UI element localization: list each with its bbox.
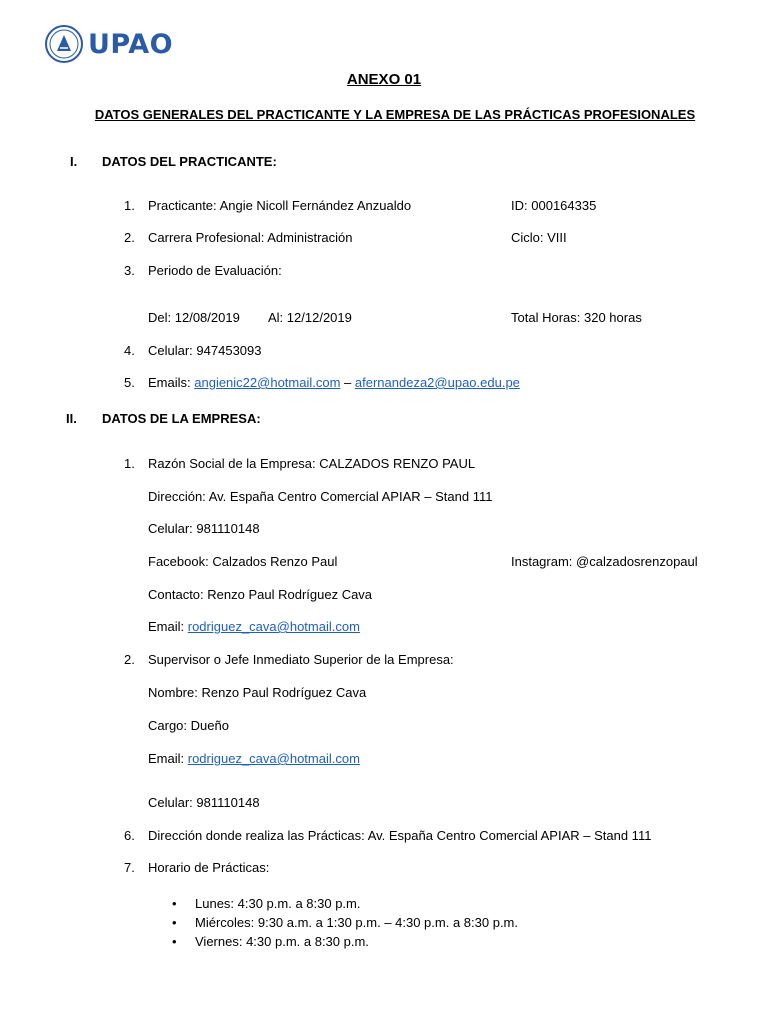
section-1-number: I. bbox=[70, 154, 78, 169]
ciclo-label: Ciclo: bbox=[511, 230, 544, 245]
emails-label: Emails: bbox=[148, 375, 191, 390]
schedule-heading: Horario de Prácticas: bbox=[148, 860, 270, 875]
total-hours bbox=[511, 310, 642, 325]
ciclo-row bbox=[511, 230, 567, 245]
ciclo-value: VIII bbox=[547, 230, 567, 245]
company-address-label: Dirección: bbox=[148, 489, 206, 504]
supervisor-phone-row bbox=[148, 795, 260, 810]
item-3-number: 3. bbox=[124, 263, 135, 278]
item-1-number: 1. bbox=[124, 198, 135, 213]
supervisor-name-row bbox=[148, 685, 366, 700]
carrera-row bbox=[148, 230, 353, 245]
page-subtitle: DATOS GENERALES DEL PRACTICANTE Y LA EMPRESA DE LAS PRÁCTICAS PROFESIONALES bbox=[94, 107, 696, 122]
id-row bbox=[511, 198, 596, 213]
supervisor-name-label: Nombre: bbox=[148, 685, 198, 700]
logo-text: UPAO bbox=[88, 28, 174, 60]
item-5-number: 5. bbox=[124, 375, 135, 390]
total-hours-label: Total Horas: bbox=[511, 310, 581, 325]
razon-social-label: Razón Social de la Empresa: bbox=[148, 456, 316, 471]
celular-label: Celular: bbox=[148, 343, 193, 358]
emails-separator: – bbox=[344, 375, 352, 390]
supervisor-role-value: Dueño bbox=[190, 718, 229, 733]
contact-value: Renzo Paul Rodríguez Cava bbox=[207, 587, 373, 602]
bullet: • bbox=[172, 915, 177, 930]
celular-row bbox=[148, 343, 262, 358]
supervisor-number: 2. bbox=[124, 652, 135, 667]
facebook-value: Calzados Renzo Paul bbox=[212, 554, 338, 569]
section-2-heading: DATOS DE LA EMPRESA: bbox=[102, 411, 261, 426]
emails-row bbox=[148, 375, 520, 390]
period-from-label: Del: bbox=[148, 310, 172, 325]
section-1-heading: DATOS DEL PRACTICANTE: bbox=[102, 154, 277, 169]
practice-address-row bbox=[148, 828, 651, 843]
upao-logo bbox=[44, 22, 173, 66]
item-2-number: 2. bbox=[124, 230, 135, 245]
period-from-value: 12/08/2019 bbox=[174, 310, 240, 325]
schedule-item: Lunes: 4:30 p.m. a 8:30 p.m. bbox=[195, 896, 361, 911]
schedule-number: 7. bbox=[124, 860, 135, 875]
period-to-value: 12/12/2019 bbox=[286, 310, 352, 325]
supervisor-phone-label: Celular: bbox=[148, 795, 193, 810]
company-number: 1. bbox=[124, 456, 135, 471]
item-4-number: 4. bbox=[124, 343, 135, 358]
supervisor-email-label: Email: bbox=[148, 751, 185, 766]
practicante-value: Angie Nicoll Fernández Anzualdo bbox=[219, 198, 412, 213]
supervisor-name-value: Renzo Paul Rodríguez Cava bbox=[201, 685, 367, 700]
periodo-label: Periodo de Evaluación: bbox=[148, 263, 282, 278]
contact-label: Contacto: bbox=[148, 587, 204, 602]
instagram-row bbox=[511, 554, 698, 569]
schedule-item: Viernes: 4:30 p.m. a 8:30 p.m. bbox=[195, 934, 369, 949]
period-to-label: Al: bbox=[268, 310, 284, 325]
company-email-link[interactable]: rodriguez_cava@hotmail.com bbox=[187, 619, 360, 634]
razon-social-value: CALZADOS RENZO PAUL bbox=[319, 456, 476, 471]
company-phone-label: Celular: bbox=[148, 521, 193, 536]
razon-social-row bbox=[148, 456, 475, 471]
company-phone-value: 981110148 bbox=[196, 521, 260, 536]
practice-address-value: Av. España Centro Comercial APIAR – Stand 111 bbox=[367, 828, 652, 843]
period-to bbox=[268, 310, 352, 325]
practicante-label: Practicante: bbox=[148, 198, 217, 213]
facebook-label: Facebook: bbox=[148, 554, 209, 569]
email-link-1[interactable]: angienic22@hotmail.com bbox=[194, 375, 341, 390]
practice-address-number: 6. bbox=[124, 828, 135, 843]
bullet: • bbox=[172, 896, 177, 911]
section-2-number: II. bbox=[66, 411, 77, 426]
company-address-value: Av. España Centro Comercial APIAR – Stand 111 bbox=[208, 489, 493, 504]
carrera-label: Carrera Profesional: bbox=[148, 230, 265, 245]
company-phone-row bbox=[148, 521, 260, 536]
schedule-item: Miércoles: 9:30 a.m. a 1:30 p.m. – 4:30 p.m. a 8:30 p.m. bbox=[195, 915, 518, 930]
page-title: ANEXO 01 bbox=[346, 71, 422, 88]
total-hours-value: 320 horas bbox=[584, 310, 642, 325]
practicante-row bbox=[148, 198, 411, 213]
supervisor-email-row bbox=[148, 751, 360, 766]
id-value: 000164335 bbox=[531, 198, 597, 213]
celular-value: 947453093 bbox=[196, 343, 262, 358]
facebook-row bbox=[148, 554, 337, 569]
id-label: ID: bbox=[511, 198, 528, 213]
company-email-row bbox=[148, 619, 360, 634]
supervisor-email-link[interactable]: rodriguez_cava@hotmail.com bbox=[187, 751, 360, 766]
instagram-label: Instagram: bbox=[511, 554, 573, 569]
supervisor-heading: Supervisor o Jefe Inmediato Superior de la Empresa: bbox=[148, 652, 454, 667]
supervisor-phone-value: 981110148 bbox=[196, 795, 260, 810]
upao-emblem-icon bbox=[44, 24, 84, 64]
supervisor-role-row bbox=[148, 718, 229, 733]
period-from bbox=[148, 310, 240, 325]
practice-address-label: Dirección donde realiza las Prácticas: bbox=[148, 828, 365, 843]
company-email-label: Email: bbox=[148, 619, 185, 634]
bullet: • bbox=[172, 934, 177, 949]
contact-row bbox=[148, 587, 372, 602]
carrera-value: Administración bbox=[267, 230, 353, 245]
instagram-value: @calzadosrenzopaul bbox=[576, 554, 698, 569]
supervisor-role-label: Cargo: bbox=[148, 718, 188, 733]
company-address-row bbox=[148, 489, 492, 504]
email-link-2[interactable]: afernandeza2@upao.edu.pe bbox=[354, 375, 520, 390]
